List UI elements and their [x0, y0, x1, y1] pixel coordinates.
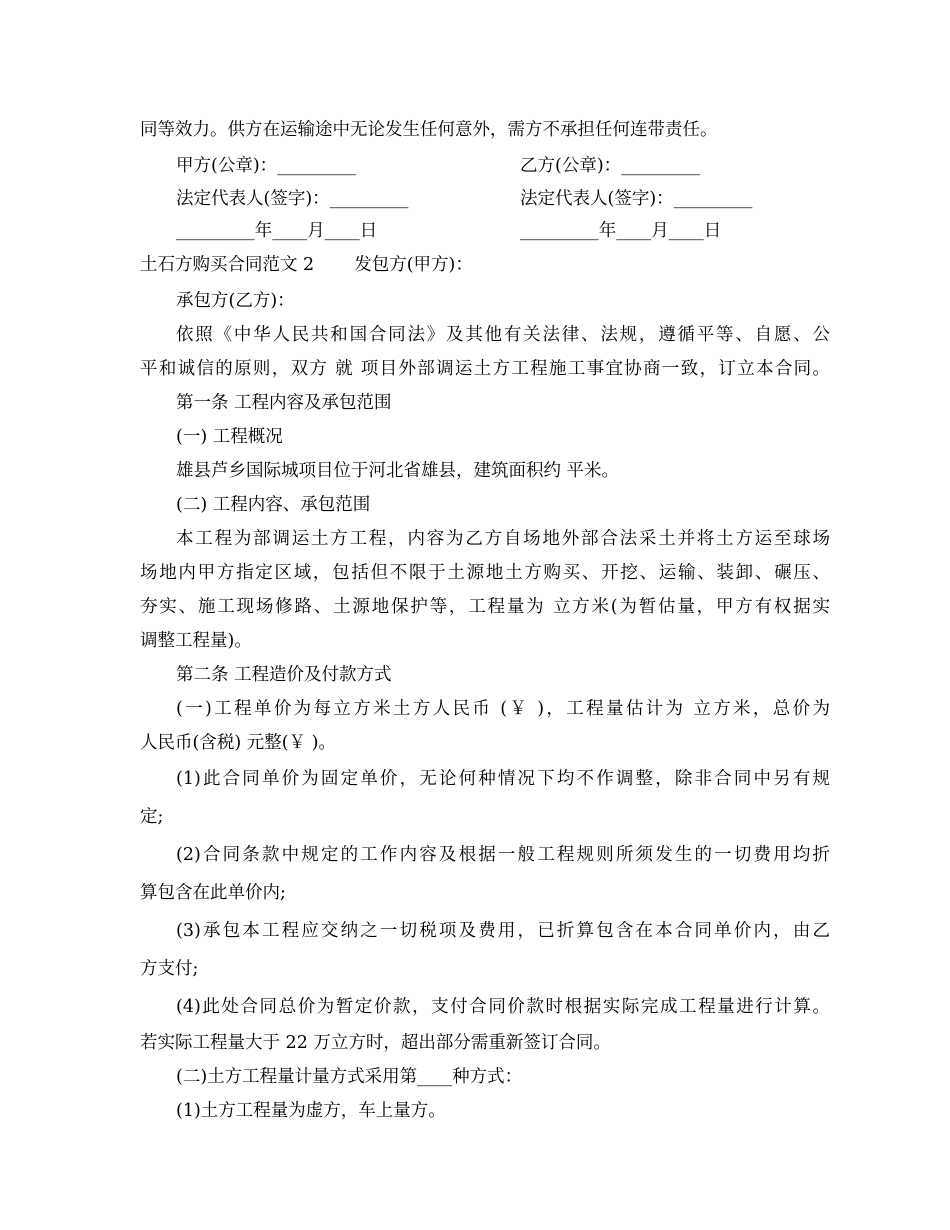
- paragraph-line: 调整工程量)。: [140, 631, 252, 651]
- paragraph-line: 场地内甲方指定区域，包括但不限于土源地土方购买、开挖、运输、装卸、碾压、: [140, 563, 830, 583]
- paragraph-line: 平和诚信的原则，双方 就 项目外部调运土方工程施工事宜协商一致，订立本合同。: [140, 359, 830, 379]
- paragraph-line: (一)工程单价为每立方米土方人民币 (￥ )，工程量估计为 立方米，总价为: [176, 699, 830, 719]
- date-a: _________年____月____日: [176, 221, 378, 241]
- subsection-heading: (二) 工程内容、承包范围: [176, 495, 371, 515]
- paragraph-line: 夯实、施工现场修路、土源地保护等，工程量为 立方米(为暂估量，甲方有权据实: [140, 597, 830, 617]
- paragraph-line: 承包方(乙方)：: [176, 291, 295, 311]
- paragraph-line: (2)合同条款中规定的工作内容及根据一般工程规则所须发生的一切费用均折: [176, 845, 830, 865]
- paragraph-line: 方支付;: [140, 959, 199, 979]
- paragraph-line: (3)承包本工程应交纳之一切税项及费用，已折算包含在本合同单价内，由乙: [176, 921, 830, 941]
- paragraph-line: 定;: [140, 807, 164, 827]
- signature-row-date: [176, 214, 830, 248]
- section-heading: 第一条 工程内容及承包范围: [176, 393, 392, 413]
- legal-rep-b: 法定代表人(签字)：_________: [520, 189, 753, 209]
- section-title-row: [140, 248, 830, 282]
- paragraph-line: (1)土方工程量为虚方，车上量方。: [176, 1101, 446, 1121]
- paragraph-line: (二)土方工程量计量方式采用第____种方式：: [176, 1067, 523, 1087]
- signature-row-legal-rep: [176, 182, 830, 216]
- paragraph-line: 依照《中华人民共和国合同法》及其他有关法律、法规，遵循平等、自愿、公: [176, 325, 830, 345]
- paragraph-line: 雄县芦乡国际城项目位于河北省雄县，建筑面积约 平米。: [176, 461, 620, 481]
- date-b: _________年____月____日: [520, 221, 722, 241]
- paragraph-line: 本工程为部调运土方工程，内容为乙方自场地外部合法采土并将土方运至球场: [176, 529, 830, 549]
- paragraph-line: 人民币(含税) 元整(￥ )。: [140, 733, 336, 753]
- document-title-2: 土石方购买合同范文 2: [140, 255, 315, 275]
- paragraph-line: 同等效力。供方在运输途中无论发生任何意外，需方不承担任何连带责任。: [140, 120, 718, 140]
- legal-rep-a: 法定代表人(签字)：_________: [176, 189, 409, 209]
- party-a-seal: 甲方(公章)：_________: [176, 156, 356, 176]
- paragraph-line: 算包含在此单价内;: [140, 883, 286, 903]
- party-b-seal: 乙方(公章)：_________: [520, 156, 700, 176]
- paragraph-line: (4)此处合同总价为暂定价款，支付合同价款时根据实际完成工程量进行计算。: [176, 997, 830, 1017]
- signature-row-seal: [176, 149, 830, 183]
- paragraph-line: (1)此合同单价为固定单价，无论何种情况下均不作调整，除非合同中另有规: [176, 769, 830, 789]
- subsection-heading: (一) 工程概况: [176, 427, 283, 447]
- contractor-a-label: 发包方(甲方)：: [354, 255, 473, 275]
- paragraph-line: 若实际工程量大于 22 万立方时，超出部分需重新签订合同。: [140, 1033, 611, 1053]
- section-heading: 第二条 工程造价及付款方式: [176, 665, 392, 685]
